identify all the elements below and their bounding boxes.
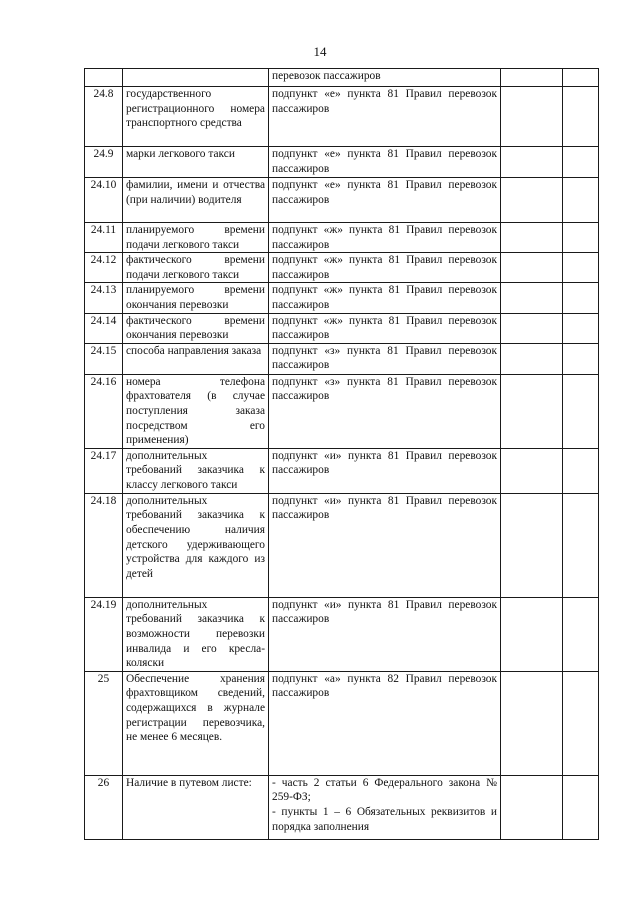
row-number: 24.11 [85,223,123,253]
row-number: 26 [85,775,123,839]
row-requirement: подпункт «ж» пункта 81 Правил перевозок пассажиров [269,223,501,253]
empty-cell [501,493,563,597]
table-body [85,69,599,840]
empty-cell [563,775,599,839]
empty-cell [501,253,563,283]
row-number: 24.8 [85,87,123,147]
row-requirement [269,775,501,839]
empty-cell [563,597,599,671]
row-name: дополнительных требований заказчика к обеспечению наличия детского удерживающего устройства для каждого из детей [123,493,269,597]
row-name: государственного регистрационного номера транспортного средства [123,87,269,147]
empty-cell [563,343,599,374]
row-number: 24.18 [85,493,123,597]
empty-cell [501,69,563,87]
empty-cell [563,253,599,283]
table-row [85,448,599,493]
row-name: марки легкового такси [123,147,269,178]
row-name: планируемого времени подачи легкового такси [123,223,269,253]
empty-cell [501,597,563,671]
table-row [85,87,599,147]
empty-cell [501,223,563,253]
table-row-continuation [85,69,599,87]
checklist-table [84,68,599,840]
row-name [123,69,269,87]
row-requirement: перевозок пассажиров [269,69,501,87]
empty-cell [563,87,599,147]
row-name: планируемого времени окончания перевозки [123,283,269,313]
empty-cell [563,147,599,178]
row-number: 24.17 [85,448,123,493]
row-number: 25 [85,671,123,775]
table-row [85,374,599,448]
row-number: 24.15 [85,343,123,374]
row-name: Обеспечение хранения фрахтовщиком сведений, содержащихся в журнале регистрации перевозчика, не менее 6 месяцев. [123,671,269,775]
row-number: 24.19 [85,597,123,671]
empty-cell [501,775,563,839]
table-row [85,283,599,313]
empty-cell [501,448,563,493]
row-requirement: подпункт «и» пункта 81 Правил перевозок пассажиров [269,597,501,671]
table-row [85,147,599,178]
empty-cell [501,343,563,374]
table-row [85,493,599,597]
row-requirement: подпункт «е» пункта 81 Правил перевозок пассажиров [269,147,501,178]
row-number: 24.13 [85,283,123,313]
row-requirement: подпункт «ж» пункта 81 Правил перевозок пассажиров [269,283,501,313]
empty-cell [563,313,599,343]
empty-cell [563,448,599,493]
empty-cell [501,374,563,448]
empty-cell [563,283,599,313]
requirement-line: - часть 2 статьи 6 Федерального закона № 259-ФЗ; [272,776,497,804]
row-requirement: подпункт «ж» пункта 81 Правил перевозок пассажиров [269,253,501,283]
row-name: дополнительных требований заказчика к классу легкового такси [123,448,269,493]
row-requirement: подпункт «з» пункта 81 Правил перевозок пассажиров [269,343,501,374]
row-number: 24.14 [85,313,123,343]
row-number: 24.9 [85,147,123,178]
table-row [85,253,599,283]
table-row [85,597,599,671]
row-requirement: подпункт «е» пункта 81 Правил перевозок пассажиров [269,178,501,223]
row-requirement: подпункт «е» пункта 81 Правил перевозок пассажиров [269,87,501,147]
row-name: номера телефона фрахтователя (в случае поступления заказа посредством его применения) [123,374,269,448]
row-name: способа направления заказа [123,343,269,374]
row-number: 24.10 [85,178,123,223]
empty-cell [563,671,599,775]
empty-cell [501,313,563,343]
table-row [85,671,599,775]
requirement-line: - пункты 1 – 6 Обязательных реквизитов и порядка заполнения [272,805,497,833]
empty-cell [563,69,599,87]
row-requirement: подпункт «и» пункта 81 Правил перевозок пассажиров [269,493,501,597]
table-row [85,313,599,343]
row-number: 24.16 [85,374,123,448]
row-requirement: подпункт «а» пункта 82 Правил перевозок пассажиров [269,671,501,775]
page-number: 14 [313,44,327,59]
empty-cell [501,283,563,313]
empty-cell [563,374,599,448]
table-row [85,223,599,253]
empty-cell [501,178,563,223]
empty-cell [501,147,563,178]
row-number [85,69,123,87]
row-requirement: подпункт «ж» пункта 81 Правил перевозок пассажиров [269,313,501,343]
row-name: фактического времени подачи легкового такси [123,253,269,283]
table-row [85,343,599,374]
empty-cell [563,493,599,597]
empty-cell [563,223,599,253]
row-name: Наличие в путевом листе: [123,775,269,839]
table-row [85,178,599,223]
empty-cell [501,671,563,775]
row-requirement: подпункт «и» пункта 81 Правил перевозок пассажиров [269,448,501,493]
row-name: фамилии, имени и отчества (при наличии) водителя [123,178,269,223]
row-name: фактического времени окончания перевозки [123,313,269,343]
row-requirement: подпункт «з» пункта 81 Правил перевозок пассажиров [269,374,501,448]
row-name: дополнительных требований заказчика к возможности перевозки инвалида и его кресла-коляски [123,597,269,671]
empty-cell [563,178,599,223]
empty-cell [501,87,563,147]
row-number: 24.12 [85,253,123,283]
table-row [85,775,599,839]
